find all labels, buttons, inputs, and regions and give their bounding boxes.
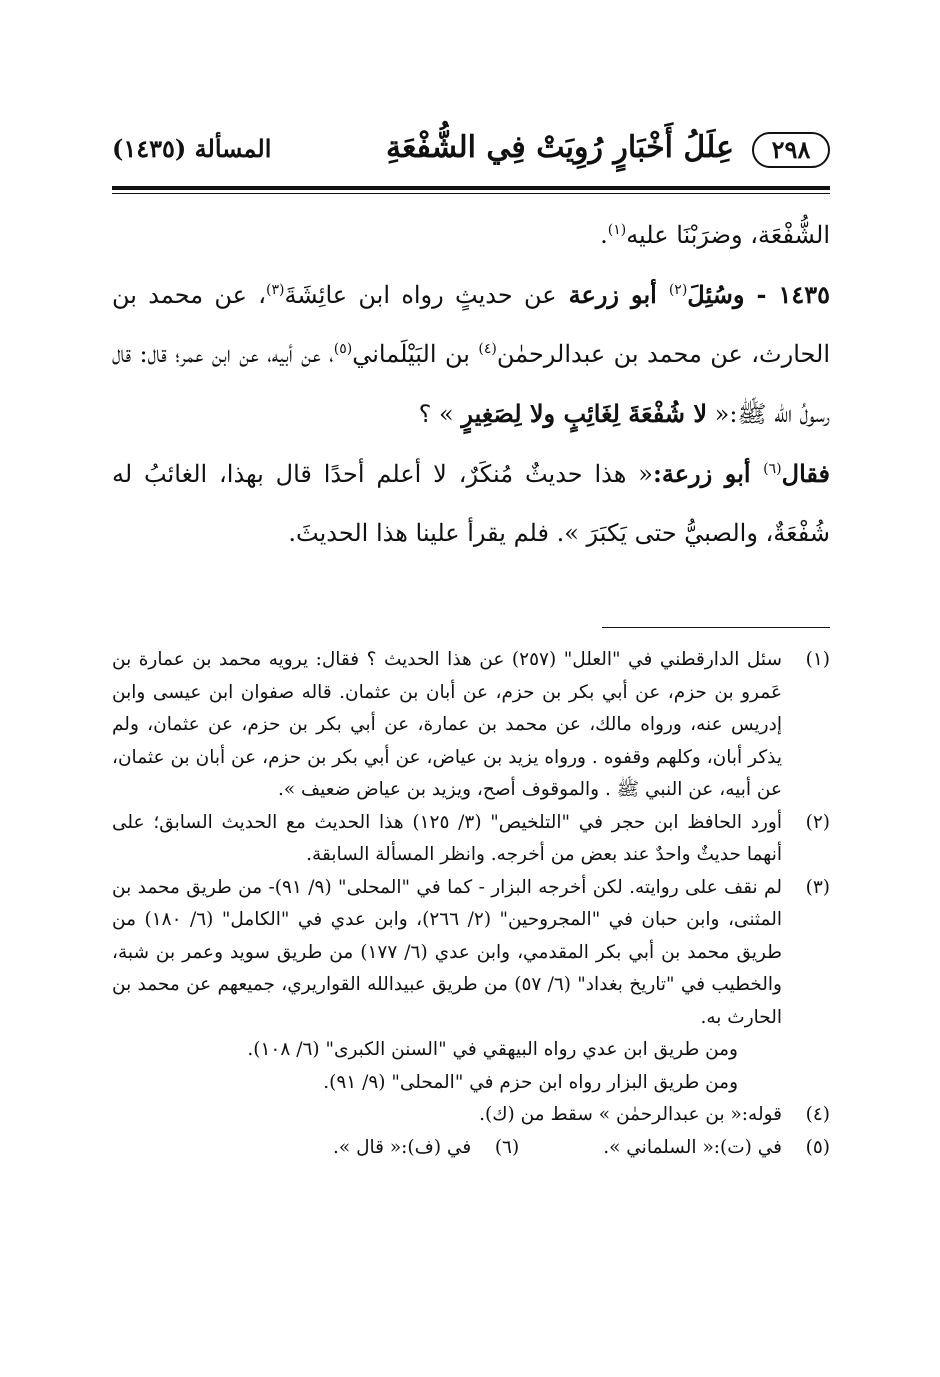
footnote-text: لم نقف على روايته. لكن أخرجه البزار - كما في "المحلى" (٩/ ٩١)- من طريق محمد بن المثنى، وابن حبان في "المجروحين" (٢/ ٢٦٦)، وابن عدي في "الكامل" (٦/ ١٨٠) من طريق محمد بن أبي بكر المقدمي، وابن عدي (٦/ ١٧٧) من طريق سويد وعمر بن شبة، والخطيب في "تاريخ بغداد" (٦/ ٥٧) من طريق عبيدالله القواريري، جميعهم عن محمد بن الحارث به. — [112, 876, 782, 1028]
footnote-number: (٦) — [494, 1136, 520, 1158]
footnote-subline: ومن طريق ابن عدي رواه البيهقي في "السنن الكبرى" (٦/ ١٠٨). — [247, 1039, 738, 1060]
p1-text: الشُّفْعَة، وضرَبْنَا عليه — [626, 221, 830, 249]
footnote-number: (٣) — [805, 876, 830, 898]
issue-label: المسألة (١٤٣٥) — [112, 134, 272, 163]
header-rule-thick — [112, 186, 830, 190]
footnote-ref-5: (٥) — [333, 341, 353, 357]
footnote-5 — [603, 1132, 830, 1165]
p3-said: فقال — [781, 459, 830, 488]
footnote-row — [112, 1132, 830, 1165]
footnote-text: سئل الدارقطني في "العلل" (٢٥٧) عن هذا الحديث ؟ فقال: يرويه محمد بن عمارة بن عَمرو بن حزم، عن أبي بكر بن حزم، عن أبان بن عثمان. قاله صفوان ابن عيسى وابن إدريس عنه، ورواه مالك، عن محمد بن عمارة، عن أبي بكر بن حزم، عن عثمان، ولم يذكر أبان، وكلهم وقفوه . ورواه يزيد بن عياض، عن أبي بكر بن حزم، عن أبان بن عثمان، عن أبيه، عن النبي ﷺ . والموقوف أصح، ويزيد بن عياض ضعيف ». — [112, 649, 782, 800]
page-number: ٢٩٨ — [752, 132, 830, 168]
paragraph-1 — [112, 206, 830, 265]
footnote-text: أورد الحافظ ابن حجر في "التلخيص" (٣/ ١٢٥) هذا الحديث مع الحديث السابق؛ على أنهما حديثٌ واحدٌ عند بعض من أخرجه. وانظر المسألة السابقة. — [112, 811, 783, 865]
footnote-6 — [333, 1132, 519, 1165]
p1-end: . — [600, 221, 608, 249]
footnote-text: قوله:« بن عبدالرحمٰن » سقط من (ك). — [479, 1104, 782, 1125]
footnote-1 — [112, 644, 830, 807]
footnote-4 — [112, 1099, 830, 1132]
p2-end: » ؟ — [418, 400, 462, 428]
p2-text-e: ، عن أبيه، عن ابن عمر؛ قال: قال رسولُ الله ﷺ:« — [112, 340, 830, 428]
p2-text-b: عن حديثٍ رواه ابن عائِشَةَ — [284, 281, 557, 309]
footnote-ref-3: (٣) — [266, 282, 285, 298]
page-header — [112, 128, 830, 174]
footnote-number: (٥) — [805, 1136, 830, 1158]
footnote-separator — [602, 627, 830, 628]
footnote-ref-1: (١) — [607, 222, 627, 238]
header-rule-thin — [112, 193, 830, 194]
paragraph-2 — [112, 265, 830, 444]
footnote-text: في (ف):« قال ». — [332, 1136, 472, 1158]
p3-text: « هذا حديثٌ مُنكَرٌ، لا أعلم أحدًا قال بهذا، الغائبُ له شُفْعَةٌ، والصبيُّ حتى يَكبَرَ ». فلم يقرأ علينا هذا الحديثَ. — [112, 460, 830, 547]
footnote-2 — [112, 807, 830, 872]
p2-text-c: ، عن محمد بن الحارث، عن محمد بن عبدالرحمٰن — [112, 281, 830, 368]
issue-number: ١٤٣٥ - وسُئِلَ — [687, 280, 830, 309]
footnote-3 — [112, 872, 830, 1100]
main-text — [112, 206, 830, 563]
footnotes — [112, 644, 830, 1164]
footnote-number: (١) — [805, 649, 830, 670]
footnote-ref-6: (٦) — [763, 461, 782, 477]
footnote-ref-2: (٢) — [668, 282, 688, 298]
p3-narrator: أبو زرعة: — [652, 459, 764, 488]
footnote-ref-4: (٤) — [478, 341, 497, 357]
footnote-number: (٢) — [805, 811, 830, 833]
book-title: عِلَلُ أَخْبَارٍ رُوِيَتْ فِي الشُّفْعَةِ — [386, 130, 734, 165]
footnote-subline: ومن طريق البزار رواه ابن حزم في "المحلى" (٩/ ٩١). — [323, 1071, 738, 1093]
p2-text-d: بن البَيْلَماني — [352, 340, 479, 368]
footnote-text: في (ت):« السلماني ». — [603, 1136, 782, 1158]
hadith-text: لا شُفْعَةَ لِغَائِبٍ ولا لِصَغِيرٍ — [461, 399, 708, 428]
paragraph-3 — [112, 444, 830, 563]
narrator-name: أبو زرعة — [556, 280, 669, 309]
footnote-number: (٤) — [805, 1104, 830, 1125]
